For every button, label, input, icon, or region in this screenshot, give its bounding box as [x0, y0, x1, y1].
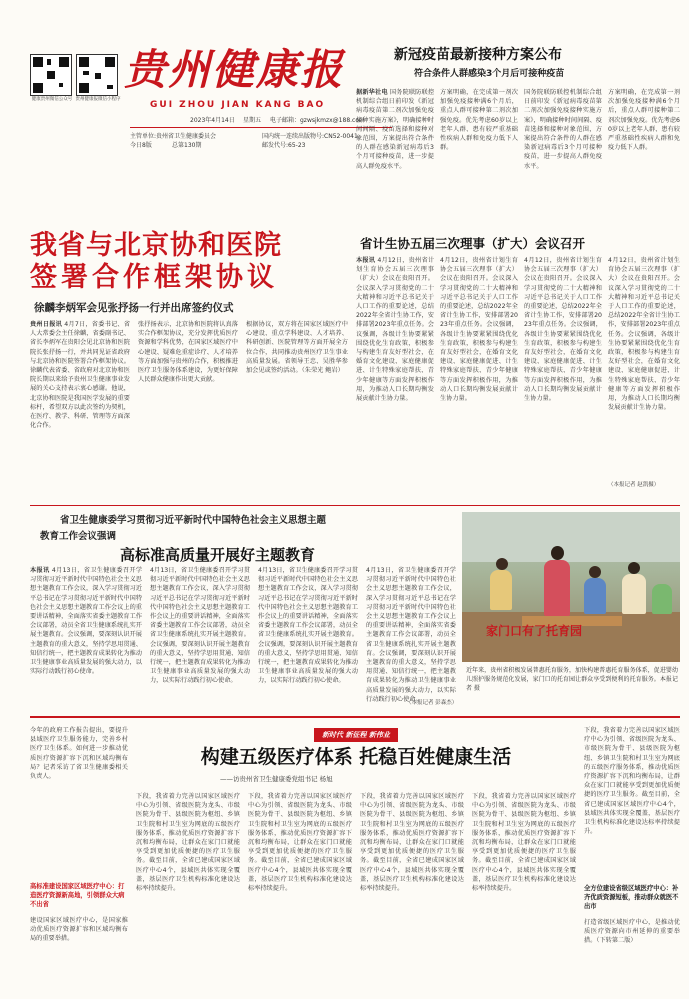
qr-code-right: [76, 54, 118, 96]
bottom-right-text2: 打造省级区域医疗中心，是推动优质医疗资源向市州延伸的重要举措。（下转第二版）: [584, 919, 680, 945]
masthead-title: 贵州健康报: [124, 45, 345, 94]
lead-title-line2: 签署合作框架协议: [30, 262, 278, 293]
masthead-issue: 总第130期: [172, 142, 202, 149]
bottom-title: 构建五级医疗体系 托稳百姓健康生活: [200, 746, 512, 768]
lead-title-line1: 我省与北京协和医院: [30, 230, 282, 261]
vaccine-story: [354, 42, 680, 252]
bottom-left-head: 高标准建设国家区域医疗中心：打造医疗资源新高地，引领群众大病不出省: [30, 883, 125, 908]
jisheng-col1: 本报讯 4月12日，贵州省计划生育协会五届三次理事（扩大）会议在贵阳召开。会议深入学习贯彻党的二十大精神和习近平总书记关于人口工作的重要论述，总结2022年全省计生协工作，安排部署2023年重点任务。会议强调，各级计生协要紧紧围绕优化生育政策，积极参与构建生育友好型社会，在婚育文化建设、家庭健康促进、计生特殊家庭帮扶、青少年健康等方面发挥积极作用，为推动人口长期均衡发展贡献计生协力量。: [356, 257, 435, 403]
masthead-sponsor: 主管单位:贵州省卫生健康委员会: [130, 133, 217, 140]
qr-caption-right: 贵州健康报微信小程序: [75, 97, 121, 102]
vaccine-title: 新冠疫苗最新接种方案公布: [394, 47, 562, 63]
education-kicker: 省卫生健康委学习贯彻习近平新时代中国特色社会主义思想主题: [60, 515, 327, 526]
jisheng-byline: 本报讯: [356, 257, 376, 264]
bottom-right-head: 全方位建设省级区域医疗中心：补齐优质资源短板，推动群众就医不出市: [584, 885, 679, 910]
masthead-pinyin: GUI ZHOU JIAN KANG BAO: [150, 100, 326, 110]
masthead-post: 邮发代号:65-23: [262, 142, 306, 149]
nursery-photo: [462, 512, 680, 662]
masthead-date: 2023年4月14日: [190, 117, 235, 124]
jisheng-story: [354, 232, 680, 504]
lead-byline: 贵州日报讯: [30, 321, 63, 328]
education-col4: 4月13日，省卫生健康委召开学习贯彻习近平新时代中国特色社会主义思想主题教育工作会议，深入学习贯彻习近平总书记在学习贯彻习近平新时代中国特色社会主义思想主题教育工作会议上的重要讲话精神，全面落实省委主题教育工作会议部署，动员全省卫生健康系统扎实开展主题教育。会议强调，要深刻认识开展主题教育的重大意义，坚持学思用贯通、知信行统一，把主题教育成果转化为推动卫生健康事业高质量发展的强大动力，以实际行动践行初心使命。: [366, 567, 456, 703]
bottom-col1: 下段，我省着力完善以国家区域医疗中心为引领、省级医院为龙头、市级医院为骨干、县级医院为枢纽、乡镇卫生院和村卫生室为网底的五级医疗服务体系，推动优质医疗资源扩容下沉和均衡布局，让群众在家门口就能享受到更加优质便捷的医疗卫生服务。截至目前，全省已建成国家区域医疗中心4个，县域医共体实现全覆盖，基层医疗卫生机构标准化建设达标率持续提升。: [136, 793, 240, 893]
vaccine-col4: 方案明确，在完成第一剂次加强免疫接种满6个月后，重点人群可接种第二剂次加强免疫。优先考虑60岁以上老年人群、患有较严重基础性疾病人群和免疫力低下人群。: [608, 89, 680, 152]
bottom-banner-text: 新时代 新征程 新伟业: [314, 728, 398, 742]
masthead-weekday: 星期五: [243, 117, 262, 124]
lead-col3: 根据协议，双方将在国家区域医疗中心建设、重点学科建设、人才培养、科研创新、医院管理等方面开展全方位合作，共同推动贵州医疗卫生事业高质量发展。省领导王忠、吴胜华参加会见或签约活动。（朱荣光 鲍岩）: [246, 321, 348, 375]
lead-col2: 张抒扬表示，北京协和医院将认真落实合作框架协议，充分发挥优质医疗资源和学科优势，在国家区域医疗中心建设、疑难危重症诊疗、人才培养等方面加强与贵州的合作，积极推进医疗卫生服务体系建设，为更好保障人民群众健康作出更大贡献。: [138, 321, 238, 384]
education-title: 高标准高质量开展好主题教育: [120, 546, 316, 564]
vaccine-body1: 国务院联防联控机制综合组日前印发《新冠病毒疫苗第二剂次加强免疫接种实施方案》，明确接种时间间隔、疫苗选择和接种对象范围，方案提出符合条件的人群在感染新冠病毒后3个月可接种疫苗，进一步提高人群免疫水平。: [356, 89, 435, 170]
bottom-right-text: 下段，我省着力完善以国家区域医疗中心为引领、省级医院为龙头、市级医院为骨干、县级医院为枢纽、乡镇卫生院和村卫生室为网底的五级医疗服务体系，推动优质医疗资源扩容下沉和均衡布局，让群众在家门口就能享受到更加优质便捷的医疗卫生服务。截至目前，全省已建成国家区域医疗中心4个，县域医共体实现全覆盖，基层医疗卫生机构标准化建设达标率持续提升。: [584, 727, 680, 836]
bottom-left-text: 今年的政府工作报告提出，要提升县域医疗卫生服务能力，完善乡村医疗卫生体系。如何进一步推动优质医疗资源扩容下沉和区域均衡布局？记者采访了省卫生健康委相关负责人。: [30, 727, 128, 781]
education-col3: 4月13日，省卫生健康委召开学习贯彻习近平新时代中国特色社会主义思想主题教育工作会议，深入学习贯彻习近平总书记在学习贯彻习近平新时代中国特色社会主义思想主题教育工作会议上的重要讲话精神，全面落实省委主题教育工作会议部署，动员全省卫生健康系统扎实开展主题教育。会议强调，要深刻认识开展主题教育的重大意义，坚持学思用贯通、知信行统一，把主题教育成果转化为推动卫生健康事业高质量发展的强大动力，以实际行动践行初心使命。: [258, 567, 358, 685]
bottom-banner: [136, 722, 576, 744]
bottom-col3: 下段，我省着力完善以国家区域医疗中心为引领、省级医院为龙头、市级医院为骨干、县级医院为枢纽、乡镇卫生院和村卫生室为网底的五级医疗服务体系，推动优质医疗资源扩容下沉和均衡布局，让群众在家门口就能享受到更加优质便捷的医疗卫生服务。截至目前，全省已建成国家区域医疗中心4个，县域医共体实现全覆盖，基层医疗卫生机构标准化建设达标率持续提升。: [360, 793, 464, 893]
jisheng-credit: （本报记者 赵凯摄）: [608, 482, 660, 488]
jisheng-col4: 4月12日，贵州省计划生育协会五届三次理事（扩大）会议在贵阳召开。会议深入学习贯彻党的二十大精神和习近平总书记关于人口工作的重要论述，总结2022年全省计生协工作，安排部署2023年重点任务。会议强调，各级计生协要紧紧围绕优化生育政策，积极参与构建生育友好型社会，在婚育文化建设、家庭健康促进、计生特殊家庭帮扶、青少年健康等方面发挥积极作用，为推动人口长期均衡发展贡献计生协力量。: [608, 257, 680, 412]
bottom-left-text2: 建设国家区域医疗中心，是国家推动优质医疗资源扩容和区域均衡布局的重要举措。: [30, 917, 128, 943]
nursery-caption-title: 家门口有了托育园: [486, 624, 583, 638]
lead-col1: [30, 320, 130, 516]
lead-col1-text: 4月7日，省委书记、省人大常委会主任徐麟，省委副书记、省长李炳军在贵阳会见北京协和医院院长张抒扬一行，并共同见证省政府与北京协和医院签署合作框架协议。徐麟代表省委、省政府对北京协和医院长期以来给予贵州卫生健康事业发展的关心支持表示衷心感谢。他说，北京协和医院是我国医学发展的重要标杆，希望双方以此次签约为契机，在医疗、教学、科研、管理等方面深化合作。: [30, 321, 131, 430]
bottom-subtitle: ——访贵州省卫生健康委党组书记 杨旭: [220, 775, 333, 783]
education-kicker2: 教育工作会议强调: [40, 531, 117, 542]
education-col2: 4月13日，省卫生健康委召开学习贯彻习近平新时代中国特色社会主义思想主题教育工作会议，深入学习贯彻习近平总书记在学习贯彻习近平新时代中国特色社会主义思想主题教育工作会议上的重要讲话精神，全面落实省委主题教育工作会议部署，动员全省卫生健康系统扎实开展主题教育。会议强调，要深刻认识开展主题教育的重大意义，坚持学思用贯通、知信行统一，把主题教育成果转化为推动卫生健康事业高质量发展的强大动力，以实际行动践行初心使命。: [150, 567, 250, 685]
lead-subtitle: 徐麟李炳军会见张抒扬一行并出席签约仪式: [34, 302, 234, 314]
vaccine-col2: 方案明确，在完成第一剂次加强免疫接种满6个月后，重点人群可接种第二剂次加强免疫。优先考虑60岁以上老年人群、患有较严重基础性疾病人群和免疫力低下人群。: [440, 89, 518, 152]
masthead-cn: 国内统一连续出版物号:CN52-0041: [262, 133, 358, 140]
vaccine-col1: [356, 88, 434, 248]
education-col1: 本报讯 4月13日，省卫生健康委召开学习贯彻习近平新时代中国特色社会主义思想主题教育工作会议，深入学习贯彻习近平总书记在学习贯彻习近平新时代中国特色社会主义思想主题教育工作会议上的重要讲话精神，全面落实省委主题教育工作会议部署，动员全省卫生健康系统扎实开展主题教育。会议强调，要深刻认识开展主题教育的重大意义，坚持学思用贯通、知信行统一，把主题教育成果转化为推动卫生健康事业高质量发展的强大动力，以实际行动践行初心使命。: [30, 567, 143, 676]
education-credit: （本报记者 彭森杰）: [406, 700, 458, 706]
lead-story: [30, 228, 350, 528]
education-byline: 本报讯: [30, 567, 50, 574]
masthead-pages: 今日8版: [130, 142, 152, 149]
vaccine-col3: 国务院联防联控机制综合组日前印发《新冠病毒疫苗第二剂次加强免疫接种实施方案》，明确接种时间间隔、疫苗选择和接种对象范围，方案提出符合条件的人群在感染新冠病毒后3个月可接种疫苗，进一步提高人群免疫水平。: [524, 89, 602, 170]
bottom-col2: 下段，我省着力完善以国家区域医疗中心为引领、省级医院为龙头、市级医院为骨干、县级医院为枢纽、乡镇卫生院和村卫生室为网底的五级医疗服务体系，推动优质医疗资源扩容下沉和均衡布局，让群众在家门口就能享受到更加优质便捷的医疗卫生服务。截至目前，全省已建成国家区域医疗中心4个，县域医共体实现全覆盖，基层医疗卫生机构标准化建设达标率持续提升。: [248, 793, 352, 893]
jisheng-col3: 4月12日，贵州省计划生育协会五届三次理事（扩大）会议在贵阳召开。会议深入学习贯彻党的二十大精神和习近平总书记关于人口工作的重要论述，总结2022年全省计生协工作，安排部署2023年重点任务。会议强调，各级计生协要紧紧围绕优化生育政策，积极参与构建生育友好型社会，在婚育文化建设、家庭健康促进、计生特殊家庭帮扶、青少年健康等方面发挥积极作用，为推动人口长期均衡发展贡献计生协力量。: [524, 257, 602, 403]
nursery-caption-text: 近年来，贵州省积极发展普惠托育服务，加快构建普惠托育服务体系，促进婴幼儿照护服务规范化发展，家门口的托育园让群众享受到便利的托育服务。本报记者 摄: [466, 667, 678, 692]
masthead-email: 电子邮箱：gzwsjkmzx@188.com: [270, 117, 365, 124]
vaccine-byline: 据新华社电: [356, 89, 388, 96]
bottom-col4: 下段，我省着力完善以国家区域医疗中心为引领、省级医院为龙头、市级医院为骨干、县级医院为枢纽、乡镇卫生院和村卫生室为网底的五级医疗服务体系，推动优质医疗资源扩容下沉和均衡布局，让群众在家门口就能享受到更加优质便捷的医疗卫生服务。截至目前，全省已建成国家区域医疗中心4个，县域医共体实现全覆盖，基层医疗卫生机构标准化建设达标率持续提升。: [472, 793, 576, 893]
jisheng-title: 省计生协五届三次理事（扩大）会议召开: [360, 236, 586, 251]
bottom-story: [30, 720, 680, 996]
qr-caption-left: 健康贵州微信公众号: [31, 97, 73, 102]
vaccine-subtitle: 符合条件人群感染3个月后可接种疫苗: [414, 69, 565, 79]
qr-code-left: [30, 54, 72, 96]
jisheng-col2: 4月12日，贵州省计划生育协会五届三次理事（扩大）会议在贵阳召开。会议深入学习贯彻党的二十大精神和习近平总书记关于人口工作的重要论述，总结2022年全省计生协工作，安排部署2023年重点任务。会议强调，各级计生协要紧紧围绕优化生育政策，积极参与构建生育友好型社会，在婚育文化建设、家庭健康促进、计生特殊家庭帮扶、青少年健康等方面发挥积极作用，为推动人口长期均衡发展贡献计生协力量。: [440, 257, 518, 403]
education-story: [30, 508, 680, 713]
